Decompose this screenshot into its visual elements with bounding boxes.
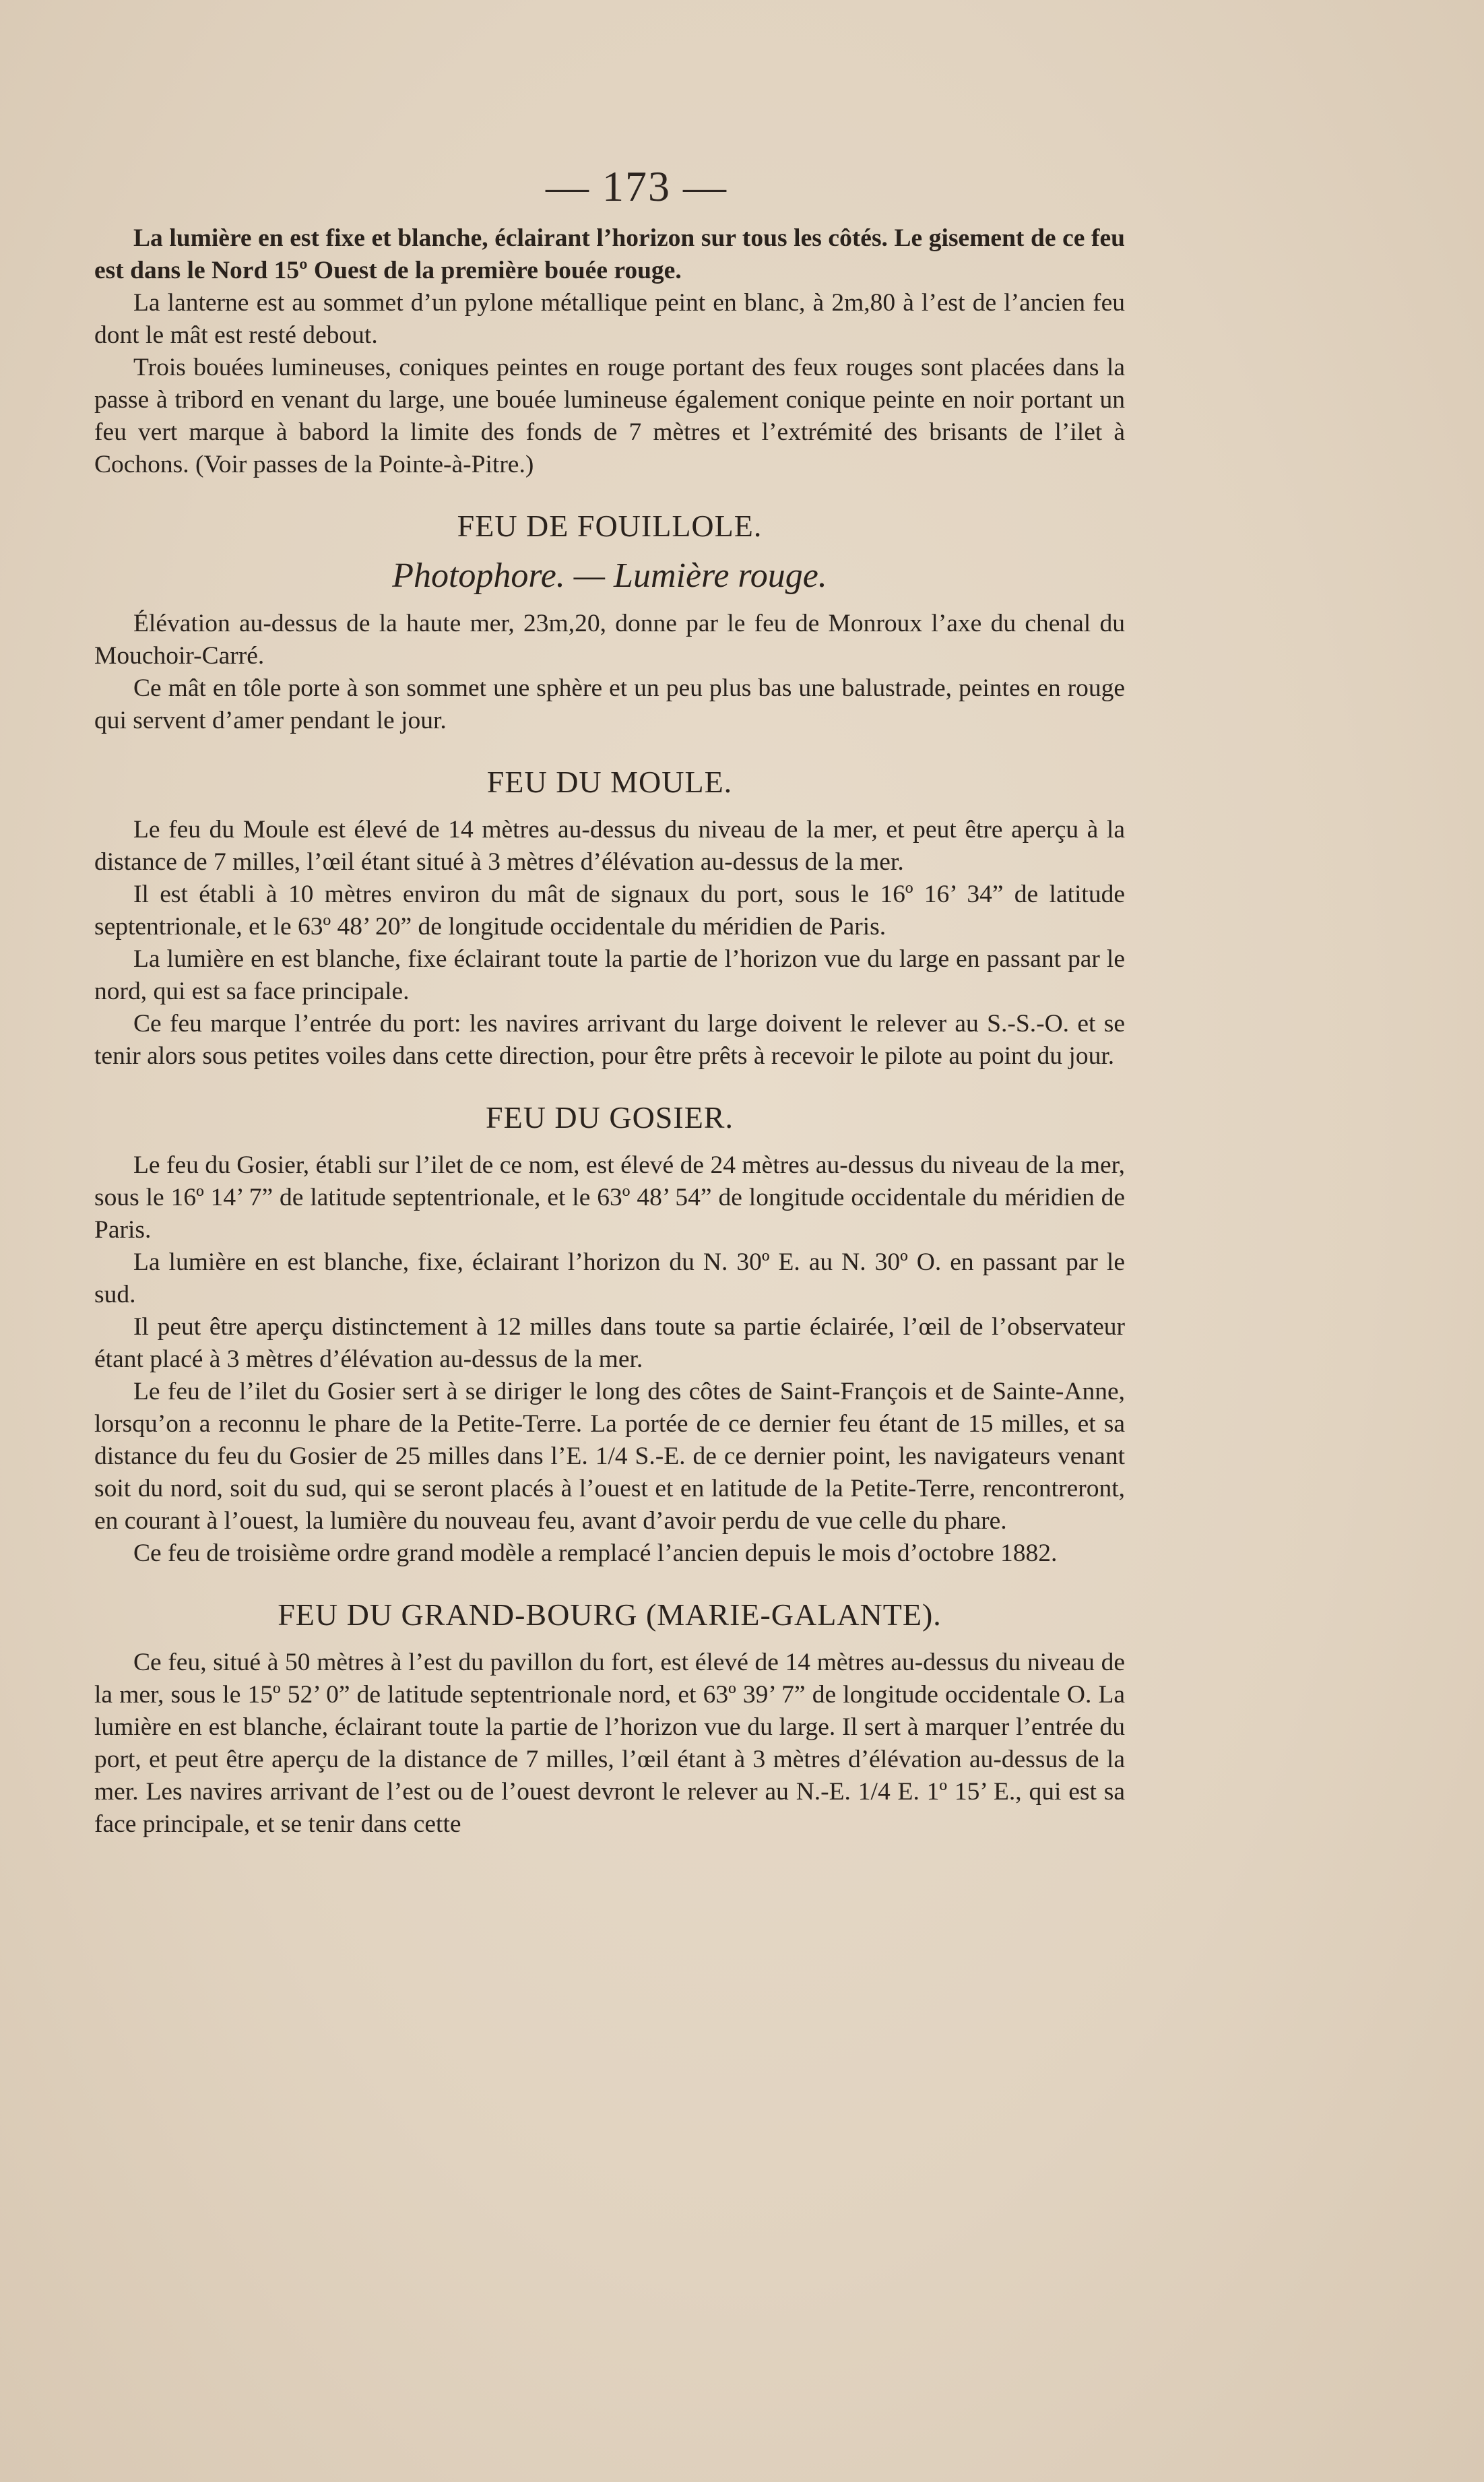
section-title: FEU DU MOULE. [486,765,733,799]
section-subtitle: Photophore. — Lumière rouge. [392,556,827,595]
paragraph: Le feu de l’ilet du Gosier sert à se diriger le long des côtes de Saint-François et de Sainte-Anne, lorsqu’on a reconnu le phare de la Petite-Terre. La portée de ce dernier feu étant de 15 milles, et sa distance du feu du Gosier de 25 milles dans l’E. 1/4 S.-E. de ce dernier point, les navigateurs venant soit du nord, soit du sud, qui se seront placés à l’ouest et en latitude de la Petite-Terre, rencontreront, en courant à l’ouest, la lumière du nouveau feu, avant d’avoir perdu de vue celle du phare. [94,1378,1125,1535]
paragraph: La lumière en est blanche, fixe, éclairant l’horizon du N. 30º E. au N. 30º O. en passant par le sud. [94,1248,1125,1308]
section-moule [94,764,1125,1073]
paragraph: Le feu du Gosier, établi sur l’ilet de ce nom, est élevé de 24 mètres au-dessus du niveau de la mer, sous le 16º 14’ 7” de latitude septentrionale, et le 63º 48’ 54” de longitude occidentale du méridien de Paris. [94,1151,1125,1244]
section-grand-bourg [94,1597,1125,1841]
section-title: FEU DU GOSIER. [486,1100,734,1135]
paragraph: Le feu du Moule est élevé de 14 mètres au-dessus du niveau de la mer, et peut être aperçu à la distance de 7 milles, l’œil étant situé à 3 mètres d’élévation au-dessus de la mer. [94,816,1125,876]
paragraph: La lumière en est fixe et blanche, éclairant l’horizon sur tous les côtés. Le gisement de ce feu est dans le Nord 15º Ouest de la première bouée rouge. [94,224,1125,284]
paragraph: La lumière en est blanche, fixe éclairant toute la partie de l’horizon vue du large en passant par le nord, qui est sa face principale. [94,945,1125,1005]
paragraph: Ce mât en tôle porte à son sommet une sphère et un peu plus bas une balustrade, peintes en rouge qui servent d’amer pendant le jour. [94,674,1125,734]
section-fouillole [94,508,1125,737]
section-gosier [94,1100,1125,1570]
paragraph: Ce feu marque l’entrée du port: les navires arrivant du large doivent le relever au S.-S.-O. et se tenir alors sous petites voiles dans cette direction, pour être prêts à recevoir le pilote au point du jour. [94,1010,1125,1070]
paragraph: Il est établi à 10 mètres environ du mât de signaux du port, sous le 16º 16’ 34” de latitude septentrionale, et le 63º 48’ 20” de longitude occidentale du méridien de Paris. [94,881,1125,941]
section-title: FEU DE FOUILLOLE. [457,509,763,543]
paragraph: Élévation au-dessus de la haute mer, 23m,20, donne par le feu de Monroux l’axe du chenal du Mouchoir-Carré. [94,610,1125,670]
intro-section [94,222,1125,481]
section-title: FEU DU GRAND-BOURG (MARIE-GALANTE). [278,1597,942,1632]
paragraph: Trois bouées lumineuses, coniques peintes en rouge portant des feux rouges sont placées dans la passe à tribord en venant du large, une bouée lumineuse également conique peinte en noir portant un feu vert marque à babord la limite des fonds de 7 mètres et l’extrémité des brisants de l’ilet à Cochons. (Voir passes de la Pointe-à-Pitre.) [94,354,1125,478]
paragraph: Ce feu de troisième ordre grand modèle a remplacé l’ancien depuis le mois d’octobre 1882. [133,1539,1058,1567]
paragraph: Il peut être aperçu distinctement à 12 milles dans toute sa partie éclairée, l’œil de l’observateur étant placé à 3 mètres d’élévation au-dessus de la mer. [94,1313,1125,1373]
page-content [94,162,1125,1841]
paragraph: Ce feu, situé à 50 mètres à l’est du pavillon du fort, est élevé de 14 mètres au-dessus du niveau de la mer, sous le 15º 52’ 0” de latitude septentrionale nord, et 63º 39’ 7” de longitude occidentale O. La lumière en est blanche, éclairant toute la partie de l’horizon vue du large. Il sert à marquer l’entrée du port, et peut être aperçu de la distance de 7 milles, l’œil étant à 3 mètres d’élévation au-dessus de la mer. Les navires arrivant de l’est ou de l’ouest devront le relever au N.-E. 1/4 E. 1º 15’ E., qui est sa face principale, et se tenir dans cette [94,1649,1125,1838]
paragraph: La lanterne est au sommet d’un pylone métallique peint en blanc, à 2m,80 à l’est de l’ancien feu dont le mât est resté debout. [94,289,1125,349]
page-number: — 173 — [546,162,728,210]
